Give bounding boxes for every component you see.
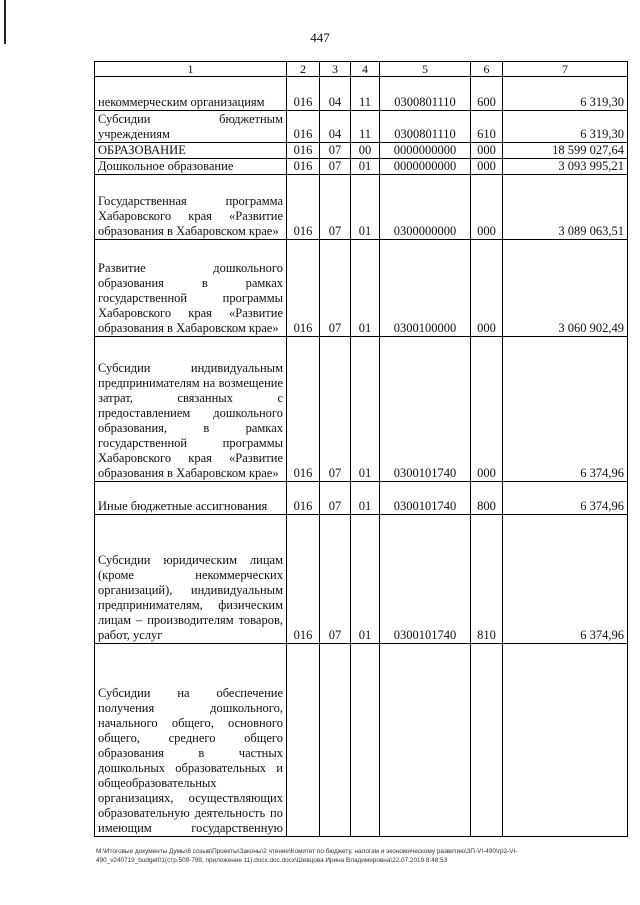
cell-target: 0000000000 <box>380 143 471 159</box>
cell-subsection: 11 <box>351 111 380 143</box>
cell-code: 016 <box>287 111 320 143</box>
cell-amount: 3 093 995,21 <box>503 159 628 175</box>
cell-target: 0300100000 <box>380 240 471 337</box>
page-number: 447 <box>310 30 330 45</box>
cell-section: 07 <box>320 159 351 175</box>
cell-subsection: 01 <box>351 482 380 515</box>
table-row <box>95 337 628 482</box>
cell-amount: 6 374,96 <box>503 515 628 644</box>
cell-subsection: 01 <box>351 175 380 240</box>
row-name: Субсидии индивидуальным предпринимателям на возмещение затрат, связанных с предоставлением дошкольного образования, в рамках государственной программы Хабаровского края «Развитие образования в Хабаровском крае» <box>95 337 287 482</box>
cell-code: 016 <box>287 175 320 240</box>
cell-expense-type: 800 <box>471 482 503 515</box>
cell-section: 07 <box>320 240 351 337</box>
footer-line: M:\Итоговые документы Думы\6 созыв\Проекты\Законы\2 чтение\Комитет по бюджету, налогам и экономическому развитию\3П-VI-490\гр2-VI- <box>96 848 518 855</box>
cell-amount: 3 060 902,49 <box>503 240 628 337</box>
cell-target: 0300101740 <box>380 515 471 644</box>
row-name: некоммерческим организациям <box>95 77 287 111</box>
table-row <box>95 175 628 240</box>
row-name: Иные бюджетные ассигнования <box>95 482 287 515</box>
row-name: ОБРАЗОВАНИЕ <box>95 143 287 159</box>
cell-expense-type: 810 <box>471 515 503 644</box>
cell-amount: 6 319,30 <box>503 77 628 111</box>
cell-subsection: 01 <box>351 515 380 644</box>
row-name: Субсидии бюджетным учреждениям <box>95 111 287 143</box>
cell-code: 016 <box>287 240 320 337</box>
cell-target: 0300801110 <box>380 77 471 111</box>
cell-expense-type: 000 <box>471 159 503 175</box>
cell-section: 04 <box>320 111 351 143</box>
cell-section: 07 <box>320 515 351 644</box>
cell-section: 07 <box>320 175 351 240</box>
table-header-row <box>95 62 628 77</box>
column-header: 1 <box>95 62 287 77</box>
cell-expense-type: 600 <box>471 77 503 111</box>
cell-target: 0300000000 <box>380 175 471 240</box>
column-header: 2 <box>287 62 320 77</box>
table-row <box>95 515 628 644</box>
cell-section: 07 <box>320 337 351 482</box>
cell-subsection: 01 <box>351 159 380 175</box>
file-path-footer <box>96 847 632 865</box>
cell-subsection: 01 <box>351 337 380 482</box>
column-header: 5 <box>380 62 471 77</box>
cell-code: 016 <box>287 482 320 515</box>
table-row <box>95 482 628 515</box>
cell-target: 0300101740 <box>380 337 471 482</box>
cell-code: 016 <box>287 77 320 111</box>
cell-amount: 3 089 063,51 <box>503 175 628 240</box>
cell-amount: 6 374,96 <box>503 337 628 482</box>
cell-target: 0000000000 <box>380 159 471 175</box>
cell-section <box>320 644 351 837</box>
cell-code: 016 <box>287 159 320 175</box>
column-header: 6 <box>471 62 503 77</box>
cell-amount <box>503 644 628 837</box>
cell-code: 016 <box>287 143 320 159</box>
footer-line: 490_v240719_budget01(стр.509-799, приложение 11).docx.doc.docx\Шевцова Ирина Владимировна\22.07.2019 8:48:53 <box>96 857 448 864</box>
cell-section: 07 <box>320 482 351 515</box>
row-name: Субсидии на обеспечение получения дошкольного, начального общего, основного общего, среднего общего образования в частных дошкольных образовательных и общеобразовательных организациях, осуществляющих образовательную деятельность по имеющим государственную <box>95 644 287 837</box>
row-name: Развитие дошкольного образования в рамках государственной программы Хабаровского края «Развитие образования в Хабаровском крае» <box>95 240 287 337</box>
cell-subsection: 11 <box>351 77 380 111</box>
column-header: 4 <box>351 62 380 77</box>
cell-amount: 6 319,30 <box>503 111 628 143</box>
budget-table <box>94 61 628 837</box>
cell-expense-type: 000 <box>471 337 503 482</box>
cell-section: 07 <box>320 143 351 159</box>
cell-code: 016 <box>287 515 320 644</box>
cell-amount: 18 599 027,64 <box>503 143 628 159</box>
row-name: Дошкольное образование <box>95 159 287 175</box>
cell-expense-type: 000 <box>471 143 503 159</box>
cell-section: 04 <box>320 77 351 111</box>
table-row <box>95 159 628 175</box>
table-row <box>95 143 628 159</box>
column-header: 3 <box>320 62 351 77</box>
cell-expense-type: 610 <box>471 111 503 143</box>
cell-target <box>380 644 471 837</box>
cell-target: 0300801110 <box>380 111 471 143</box>
table-row <box>95 77 628 111</box>
table-row <box>95 111 628 143</box>
cell-subsection <box>351 644 380 837</box>
table-row <box>95 644 628 837</box>
cell-expense-type <box>471 644 503 837</box>
row-name: Субсидии юридическим лицам (кроме некоммерческих организаций), индивидуальным предпринимателям, физическим лицам – производителям товаров, работ, услуг <box>95 515 287 644</box>
cell-expense-type: 000 <box>471 175 503 240</box>
cell-expense-type: 000 <box>471 240 503 337</box>
cell-code <box>287 644 320 837</box>
cell-amount: 6 374,96 <box>503 482 628 515</box>
column-header: 7 <box>503 62 628 77</box>
cell-subsection: 01 <box>351 240 380 337</box>
cell-code: 016 <box>287 337 320 482</box>
cell-target: 0300101740 <box>380 482 471 515</box>
cell-subsection: 00 <box>351 143 380 159</box>
table-row <box>95 240 628 337</box>
row-name: Государственная программа Хабаровского края «Развитие образования в Хабаровском крае» <box>95 175 287 240</box>
